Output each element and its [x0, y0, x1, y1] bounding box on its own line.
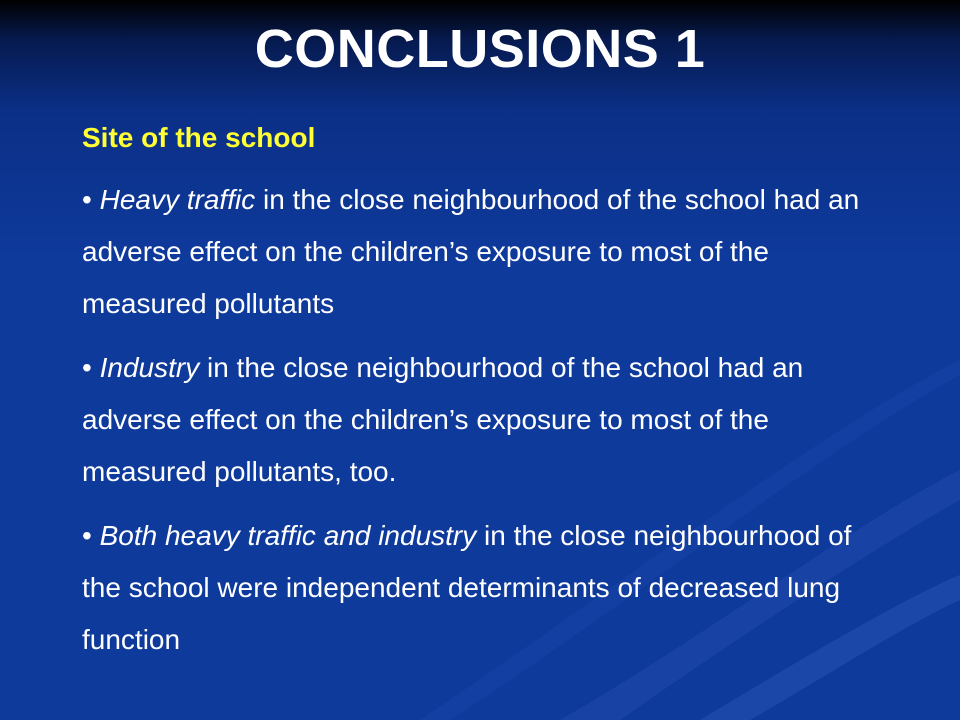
slide-content [82, 112, 882, 678]
bullet-text: in the close neighbourhood of the school had an adverse effect on the children’s exposure to most of the measured pollutants, too. [82, 352, 804, 487]
slide-title: CONCLUSIONS 1 [254, 19, 706, 79]
bullet-text: in the close neighbourhood of the school were independent determinants of decreased lung function [82, 520, 852, 655]
bullet-marker: • [82, 184, 92, 215]
section-subtitle: Site of the school [82, 122, 316, 153]
bullet-emphasis: Heavy traffic [99, 184, 256, 215]
bullet-text: in the close neighbourhood of the school had an adverse effect on the children’s exposure to most of the measured pollutants [82, 184, 860, 319]
bullet-emphasis: Industry [99, 352, 200, 383]
bullet-item [82, 174, 882, 330]
bullet-item [82, 510, 882, 666]
bullet-emphasis: Both heavy traffic and industry [99, 520, 477, 551]
bullet-item [82, 342, 882, 498]
bullet-marker: • [82, 520, 92, 551]
bullet-marker: • [82, 352, 92, 383]
